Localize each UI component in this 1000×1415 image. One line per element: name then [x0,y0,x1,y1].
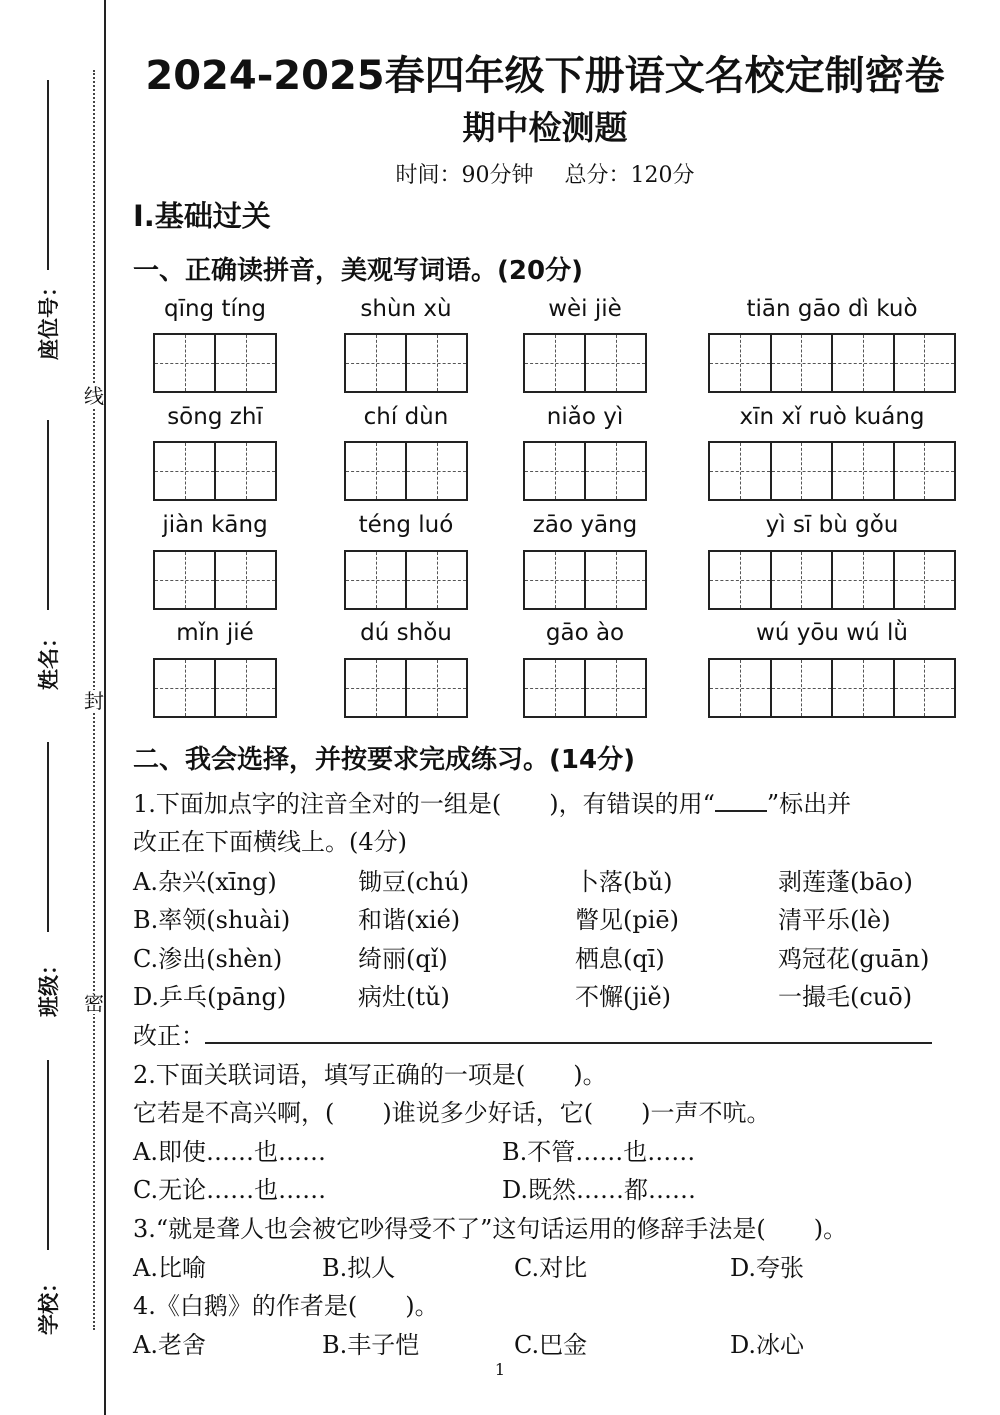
tian-grid-cell[interactable] [710,660,772,716]
q1-correction [133,1016,932,1051]
tian-grid-box[interactable] [708,441,956,501]
school-blank[interactable] [47,1060,49,1250]
tian-grid-box[interactable] [708,550,956,610]
q1-option: 不懈(jiě) [575,983,672,1011]
tian-grid-box[interactable] [344,333,468,393]
tian-grid-cell[interactable] [772,660,834,716]
tian-grid-cell[interactable] [155,660,216,716]
tian-grid-box[interactable] [523,550,647,610]
tian-grid-cell[interactable] [833,335,895,391]
pinyin-label: sōng zhī [167,404,263,430]
q1-option: 清平乐(lè) [778,906,891,934]
pinyin-label: xīn xǐ ruò kuáng [739,404,925,430]
q1-option: 瞥见(piē) [575,906,679,934]
tian-grid-cell[interactable] [216,660,275,716]
tian-grid-box[interactable] [344,658,468,718]
tian-grid-cell[interactable] [216,552,275,608]
pinyin-label: gāo ào [545,620,625,646]
q3-option-d[interactable]: D.夸张 [730,1254,805,1282]
pinyin-label: wú yōu wú lǜ [756,620,908,646]
q1-option: 锄豆(chú) [358,868,470,896]
tian-grid-cell[interactable] [772,552,834,608]
class-label: 班级： [37,954,61,1017]
class-field [28,742,68,1032]
part-heading: I.基础过关 [133,199,271,233]
tian-grid-cell[interactable] [586,552,645,608]
school-field [28,1060,68,1350]
school-label: 学校： [37,1272,61,1335]
q1-stem-part-b: ”标出并 [766,790,852,818]
q2-option-d[interactable]: D.既然……都…… [502,1176,697,1204]
q1-option: 绮丽(qǐ) [358,945,448,973]
section2-heading: 二、我会选择，并按要求完成练习。(14分) [133,745,635,775]
tian-grid-cell[interactable] [346,660,407,716]
tian-grid-cell[interactable] [895,335,955,391]
tian-grid-cell[interactable] [346,552,407,608]
tian-grid-cell[interactable] [586,660,645,716]
q3-option-b[interactable]: B.拟人 [322,1254,396,1282]
pinyin-label: mǐn jié [176,620,254,646]
name-field [28,420,68,710]
exam-title: 2024-2025春四年级下册语文名校定制密卷 [145,53,945,99]
tian-grid-cell[interactable] [895,660,955,716]
tian-grid-cell[interactable] [407,552,466,608]
tian-grid-cell[interactable] [833,660,895,716]
pinyin-label: niǎo yì [546,404,624,430]
q4-option-a[interactable]: A.老舍 [133,1331,206,1359]
seal-char-mi: 密 [84,991,104,1015]
pinyin-label: chí dùn [363,404,449,430]
pinyin-label: jiàn kāng [162,512,268,538]
tian-grid-cell[interactable] [525,443,586,499]
pinyin-label: wèi jiè [548,296,622,322]
tian-grid-cell[interactable] [525,552,586,608]
q1-option: D.乒乓(pāng) [133,983,287,1011]
tian-grid-box[interactable] [153,333,277,393]
tian-grid-cell[interactable] [216,335,275,391]
pinyin-label: zāo yāng [532,512,638,538]
q2-stem: 2.下面关联词语，填写正确的一项是( )。 [133,1061,607,1089]
tian-grid-cell[interactable] [586,335,645,391]
tian-grid-cell[interactable] [772,335,834,391]
tian-grid-box[interactable] [153,441,277,501]
seat-number-field [28,80,68,370]
tian-grid-cell[interactable] [895,443,955,499]
pinyin-label: shùn xù [360,296,452,322]
q3-stem: 3.“就是聋人也会被它吵得受不了”这句话运用的修辞手法是( )。 [133,1215,848,1243]
seat-number-blank[interactable] [47,80,49,270]
name-label: 姓名： [37,627,61,690]
q1-option: 卜落(bǔ) [575,868,673,896]
tian-grid-cell[interactable] [525,335,586,391]
q1-stem-line2: 改正在下面横线上。(4分) [133,828,407,856]
tian-grid-cell[interactable] [586,443,645,499]
q1-option: 病灶(tǔ) [358,983,450,1011]
tian-grid-cell[interactable] [346,335,407,391]
seal-char-feng: 封 [84,689,104,713]
tian-grid-cell[interactable] [407,443,466,499]
binding-margin-line [104,0,106,1415]
tian-grid-box[interactable] [344,550,468,610]
tian-grid-cell[interactable] [710,552,772,608]
q1-option: 剥莲蓬(bāo) [778,868,913,896]
tian-grid-cell[interactable] [407,335,466,391]
q1-correction-blank[interactable] [205,1016,932,1044]
q1-correction-label: 改正： [133,1022,205,1050]
tian-grid-cell[interactable] [525,660,586,716]
tian-grid-box[interactable] [523,333,647,393]
tian-grid-cell[interactable] [155,335,216,391]
tian-grid-cell[interactable] [895,552,955,608]
tian-grid-cell[interactable] [710,443,772,499]
tian-grid-box[interactable] [153,658,277,718]
q2-option-b[interactable]: B.不管……也…… [502,1138,696,1166]
pinyin-label: tiān gāo dì kuò [746,296,918,322]
q1-option: 鸡冠花(guān) [778,945,930,973]
q1-option: C.渗出(shèn) [133,945,283,973]
exam-subtitle: 期中检测题 [462,108,628,147]
q2-option-a[interactable]: A.即使……也…… [133,1138,326,1166]
q1-mark-blank [715,810,767,812]
tian-grid-cell[interactable] [710,335,772,391]
seal-char-xian: 线 [84,384,104,408]
q1-stem-part-a: 1.下面加点字的注音全对的一组是( )，有错误的用“ [133,790,715,818]
tian-grid-cell[interactable] [407,660,466,716]
tian-grid-cell[interactable] [833,443,895,499]
tian-grid-cell[interactable] [155,552,216,608]
q4-option-b[interactable]: B.丰子恺 [322,1331,420,1359]
tian-grid-cell[interactable] [772,443,834,499]
tian-grid-cell[interactable] [155,443,216,499]
pinyin-label: yì sī bù gǒu [765,512,899,538]
tian-grid-box[interactable] [708,658,956,718]
section1-heading: 一、正确读拼音，美观写词语。(20分) [133,256,583,286]
page-number: 1 [494,1360,506,1379]
q3-option-a[interactable]: A.比喻 [133,1254,206,1282]
name-blank[interactable] [47,420,49,610]
q4-option-d[interactable]: D.冰心 [730,1331,805,1359]
q1-option: 和谐(xié) [358,906,461,934]
seat-number-label: 座位号： [37,276,61,360]
tian-grid-cell[interactable] [833,552,895,608]
q4-option-c[interactable]: C.巴金 [514,1331,588,1359]
tian-grid-box[interactable] [523,441,647,501]
tian-grid-box[interactable] [344,441,468,501]
q1-option: 栖息(qī) [575,945,665,973]
tian-grid-box[interactable] [153,550,277,610]
exam-total: 总分：120分 [564,163,695,188]
q3-option-c[interactable]: C.对比 [514,1254,588,1282]
q4-stem: 4.《白鹅》的作者是( )。 [133,1292,439,1320]
tian-grid-cell[interactable] [346,443,407,499]
exam-info [120,158,970,189]
tian-grid-cell[interactable] [216,443,275,499]
pinyin-label: dú shǒu [360,620,452,646]
q2-option-c[interactable]: C.无论……也…… [133,1176,327,1204]
pinyin-label: qīng tíng [163,296,267,322]
q1-option: A.杂兴(xīng) [133,868,277,896]
q2-sentence: 它若是不高兴啊，( )谁说多少好话，它( )一声不吭。 [133,1099,771,1127]
class-blank[interactable] [47,742,49,932]
q1-stem-line1 [133,784,851,819]
tian-grid-box[interactable] [523,658,647,718]
tian-grid-box[interactable] [708,333,956,393]
q1-option: 一撮毛(cuō) [778,983,913,1011]
pinyin-label: téng luó [358,512,454,538]
q1-option: B.率领(shuài) [133,906,291,934]
exam-time: 时间：90分钟 [395,163,534,188]
